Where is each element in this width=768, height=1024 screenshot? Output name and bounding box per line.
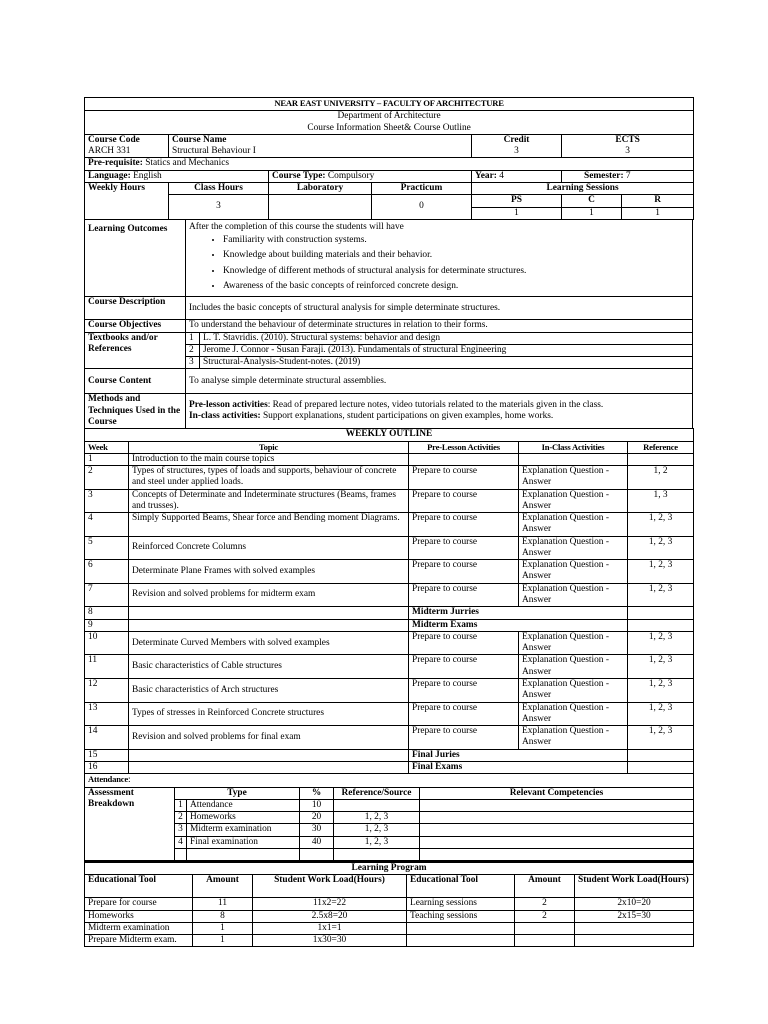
weekly-row	[85, 726, 694, 750]
language-label: Language:	[88, 170, 131, 181]
lp-workload: 11x2=22	[253, 898, 407, 910]
assessment-reference: 1, 2, 3	[334, 824, 420, 836]
class-hours-label: Class Hours	[169, 182, 269, 194]
lp-workload-2: 2x15=30	[575, 910, 694, 922]
week-topic: Determinate Plane Frames with solved examples	[129, 560, 409, 584]
week-number: 6	[85, 560, 129, 584]
weekly-row	[85, 619, 694, 631]
lp-header-tool-2: Educational Tool	[407, 875, 515, 898]
weekly-row	[85, 560, 694, 584]
assessment-competency	[420, 799, 694, 811]
lp-amount: 8	[193, 910, 253, 922]
assessment-empty-cell	[187, 848, 300, 860]
credit-value: 3	[472, 146, 562, 158]
weekly-row	[85, 607, 694, 619]
week-pre-lesson: Prepare to course	[409, 631, 519, 655]
lp-tool-2: Learning sessions	[407, 898, 515, 910]
week-reference: 1, 2, 3	[628, 536, 694, 560]
learning-program-row	[85, 922, 694, 934]
session-ps-value: 1	[472, 207, 562, 219]
lp-tool-2	[407, 935, 515, 947]
learning-program-rows	[85, 898, 694, 947]
sheet-subtitle: Course Information Sheet& Course Outline	[307, 122, 471, 133]
textbook-number: 2	[189, 345, 200, 356]
textbook-item	[186, 345, 692, 357]
weekly-row	[85, 679, 694, 703]
pre-lesson-text: : Read of prepared lecture notes, video tutorials related to the materials given in the class.	[267, 400, 604, 411]
assessment-type: Attendance	[187, 799, 300, 811]
assessment-empty-cell	[175, 848, 187, 860]
course-info-table	[84, 97, 694, 220]
week-number: 12	[85, 679, 129, 703]
week-pre-lesson: Prepare to course	[409, 536, 519, 560]
outcome-item: • Knowledge about building materials and their behavior.	[223, 250, 689, 261]
assessment-table	[84, 773, 694, 861]
weekly-header-inclass: In-Class Activities	[519, 442, 628, 453]
week-number: 4	[85, 513, 129, 537]
week-reference: 1, 2, 3	[628, 726, 694, 750]
weekly-outline-title: WEEKLY OUTLINE	[85, 429, 694, 442]
week-exam-label: Final Exams	[409, 761, 628, 773]
assessment-competency	[420, 836, 694, 848]
learning-sessions-label: Learning Sessions	[472, 182, 694, 194]
weekly-header-reference: Reference	[628, 442, 694, 453]
assessment-label: Assessment Breakdown	[85, 787, 175, 860]
assessment-percent: 20	[300, 812, 334, 824]
lp-workload: 2.5x8=20	[253, 910, 407, 922]
week-pre-lesson: Prepare to course	[409, 465, 519, 489]
textbook-item	[186, 357, 692, 368]
attendance-label: Attendance	[88, 774, 129, 785]
lp-amount: 1	[193, 922, 253, 934]
course-code-label: Course Code	[85, 134, 169, 146]
assessment-empty-cell	[420, 848, 694, 860]
week-topic: Basic characteristics of Cable structures	[129, 655, 409, 679]
assessment-header-percent: %	[300, 787, 334, 799]
description-label: Course Description	[85, 297, 186, 320]
language-value: English	[133, 170, 162, 181]
lp-header-workload: Student Work Load(Hours)	[253, 875, 407, 898]
textbook-text: Jerome J. Connor - Susan Faraji. (2013). Fundamentals of structural Engineering	[203, 344, 507, 355]
assessment-header-type: Type	[175, 787, 300, 799]
week-in-class: Explanation Question - Answer	[519, 726, 628, 750]
assessment-reference	[334, 799, 420, 811]
assessment-header-competencies: Relevant Competencies	[420, 787, 694, 799]
year-value: 4	[499, 170, 504, 181]
week-exam-label: Midterm Exams	[409, 619, 628, 631]
week-in-class	[519, 453, 628, 465]
practicum-value: 0	[372, 195, 472, 220]
session-c-label: C	[562, 195, 622, 207]
week-reference: 1, 2, 3	[628, 631, 694, 655]
week-topic: Basic characteristics of Arch structures	[129, 679, 409, 703]
week-number: 13	[85, 702, 129, 726]
learning-program-title: Learning Program	[85, 862, 694, 875]
lp-tool: Homeworks	[85, 910, 193, 922]
week-reference: 1, 2, 3	[628, 655, 694, 679]
objectives-text: To understand the behaviour of determinate structures in relation to their forms.	[186, 320, 693, 332]
semester-cell	[562, 170, 694, 182]
content-text: To analyse simple determinate structural assemblies.	[186, 369, 693, 394]
weekly-row	[85, 536, 694, 560]
outcome-item: • Familiarity with construction systems.	[223, 235, 689, 246]
lp-tool: Midterm examination	[85, 922, 193, 934]
textbooks-cell	[186, 332, 693, 369]
weekly-outline-table	[84, 428, 694, 774]
weekly-row	[85, 453, 694, 465]
outcomes-cell	[186, 219, 693, 296]
in-class-text: Support explanations, student participations on given examples, home works.	[260, 411, 554, 422]
header-university	[85, 98, 694, 111]
attendance-row: Attendance:	[85, 774, 694, 787]
week-reference: 1, 2, 3	[628, 513, 694, 537]
assessment-header-reference: Reference/Source	[334, 787, 420, 799]
assessment-type: Midterm examination	[187, 824, 300, 836]
course-name-value: Structural Behaviour I	[169, 146, 472, 158]
week-number: 11	[85, 655, 129, 679]
ects-label: ECTS	[562, 134, 694, 146]
prereq-value: Statics and Mechanics	[145, 158, 230, 169]
week-empty-ref	[628, 749, 694, 761]
weekly-hours-label: Weekly Hours	[85, 182, 169, 219]
lp-amount-2	[515, 935, 575, 947]
week-number: 1	[85, 453, 129, 465]
week-in-class: Explanation Question - Answer	[519, 489, 628, 513]
week-empty-topic	[129, 749, 409, 761]
weekly-row	[85, 465, 694, 489]
weekly-rows	[85, 453, 694, 774]
course-type-label: Course Type:	[272, 170, 326, 181]
week-empty-ref	[628, 619, 694, 631]
lp-workload-2	[575, 922, 694, 934]
week-pre-lesson	[409, 453, 519, 465]
content-label: Course Content	[85, 369, 186, 394]
week-number: 16	[85, 761, 129, 773]
week-exam-label: Midterm Jurries	[409, 607, 628, 619]
prerequisite-row	[85, 158, 694, 170]
class-hours-value: 3	[169, 195, 269, 220]
weekly-header-topic: Topic	[129, 442, 409, 453]
week-reference: 1, 2, 3	[628, 702, 694, 726]
session-r-label: R	[622, 195, 694, 207]
assessment-percent: 40	[300, 836, 334, 848]
week-number: 7	[85, 583, 129, 607]
weekly-header-week: Week	[85, 442, 129, 453]
session-ps-label: PS	[472, 195, 562, 207]
assessment-type: Final examination	[187, 836, 300, 848]
learning-program-row	[85, 935, 694, 947]
week-pre-lesson: Prepare to course	[409, 583, 519, 607]
methods-cell	[186, 394, 693, 429]
week-number: 15	[85, 749, 129, 761]
course-name-label: Course Name	[169, 134, 472, 146]
in-class-activities	[189, 411, 689, 422]
pre-lesson-label: Pre-lesson activities	[189, 400, 268, 411]
week-number: 8	[85, 607, 129, 619]
description-text: Includes the basic concepts of structural analysis for simple determinate structures.	[186, 297, 693, 320]
department-title: Department of Architecture	[337, 111, 441, 122]
outcomes-label: Learning Outcomes	[85, 219, 186, 296]
week-pre-lesson: Prepare to course	[409, 679, 519, 703]
lp-header-amount-2: Amount	[515, 875, 575, 898]
lp-tool: Prepare Midterm exam.	[85, 935, 193, 947]
assessment-number: 1	[175, 799, 187, 811]
week-number: 5	[85, 536, 129, 560]
outcomes-list	[189, 235, 689, 292]
week-pre-lesson: Prepare to course	[409, 655, 519, 679]
methods-label: Methods and Techniques Used in the Course	[85, 394, 186, 429]
week-empty-topic	[129, 607, 409, 619]
week-in-class: Explanation Question - Answer	[519, 631, 628, 655]
semester-value: 7	[625, 170, 631, 181]
weekly-row	[85, 749, 694, 761]
week-reference: 1, 2, 3	[628, 560, 694, 584]
assessment-reference: 1, 2, 3	[334, 836, 420, 848]
week-number: 3	[85, 489, 129, 513]
lp-workload-2: 2x10=20	[575, 898, 694, 910]
week-pre-lesson: Prepare to course	[409, 702, 519, 726]
lp-tool: Prepare for course	[85, 898, 193, 910]
week-in-class: Explanation Question - Answer	[519, 702, 628, 726]
lp-amount: 1	[193, 935, 253, 947]
session-c-value: 1	[562, 207, 622, 219]
lp-header-workload-2: Student Work Load(Hours)	[575, 875, 694, 898]
textbooks-label: Textbooks and/or References	[85, 332, 186, 369]
header-department-cell	[85, 111, 694, 135]
assessment-type: Homeworks	[187, 812, 300, 824]
pre-lesson-activities	[189, 400, 689, 411]
lp-workload-2	[575, 935, 694, 947]
week-topic: Types of stresses in Reinforced Concrete structures	[129, 702, 409, 726]
week-pre-lesson: Prepare to course	[409, 489, 519, 513]
week-empty-topic	[129, 761, 409, 773]
weekly-row	[85, 761, 694, 773]
week-topic: Determinate Curved Members with solved examples	[129, 631, 409, 655]
course-sheet	[84, 97, 693, 947]
week-reference: 1, 2, 3	[628, 679, 694, 703]
week-in-class: Explanation Question - Answer	[519, 465, 628, 489]
year-cell	[472, 170, 562, 182]
session-r-value: 1	[622, 207, 694, 219]
week-in-class: Explanation Question - Answer	[519, 583, 628, 607]
week-empty-topic	[129, 619, 409, 631]
university-title: NEAR EAST UNIVERSITY – FACULTY OF ARCHITECTURE	[274, 98, 504, 108]
week-empty-ref	[628, 761, 694, 773]
assessment-number: 4	[175, 836, 187, 848]
week-topic: Revision and solved problems for midterm exam	[129, 583, 409, 607]
learning-program-table	[84, 861, 694, 947]
lp-tool-2: Teaching sessions	[407, 910, 515, 922]
outcome-item: • Knowledge of different methods of structural analysis for determinate structures.	[223, 266, 689, 277]
week-topic: Types of structures, types of loads and supports, behaviour of concrete and steel under applied loads.	[129, 465, 409, 489]
assessment-empty-cell	[334, 848, 420, 860]
weekly-row	[85, 702, 694, 726]
learning-program-row	[85, 910, 694, 922]
laboratory-label: Laboratory	[269, 182, 372, 194]
assessment-reference: 1, 2, 3	[334, 812, 420, 824]
textbook-number: 3	[189, 357, 200, 368]
week-topic: Reinforced Concrete Columns	[129, 536, 409, 560]
assessment-number: 2	[175, 812, 187, 824]
lp-amount: 11	[193, 898, 253, 910]
week-pre-lesson: Prepare to course	[409, 726, 519, 750]
week-in-class: Explanation Question - Answer	[519, 513, 628, 537]
course-type-value: Compulsory	[327, 170, 375, 181]
lp-amount-2: 2	[515, 910, 575, 922]
course-type-cell	[269, 170, 472, 182]
assessment-percent: 10	[300, 799, 334, 811]
course-details-table	[84, 219, 693, 430]
week-pre-lesson: Prepare to course	[409, 560, 519, 584]
week-in-class: Explanation Question - Answer	[519, 560, 628, 584]
week-number: 2	[85, 465, 129, 489]
ects-value: 3	[562, 146, 694, 158]
lp-workload: 1x30=30	[253, 935, 407, 947]
credit-label: Credit	[472, 134, 562, 146]
in-class-label: In-class activities:	[189, 411, 261, 422]
assessment-competency	[420, 824, 694, 836]
outcome-item: • Awareness of the basic concepts of reinforced concrete design.	[223, 281, 689, 292]
week-pre-lesson: Prepare to course	[409, 513, 519, 537]
week-topic: Revision and solved problems for final exam	[129, 726, 409, 750]
week-reference: 1, 2	[628, 465, 694, 489]
outcomes-intro: After the completion of this course the students will have	[189, 221, 404, 232]
week-number: 14	[85, 726, 129, 750]
learning-program-row	[85, 898, 694, 910]
course-code-value: ARCH 331	[85, 146, 169, 158]
lp-workload: 1x1=1	[253, 922, 407, 934]
assessment-percent: 30	[300, 824, 334, 836]
lp-tool-2	[407, 922, 515, 934]
week-in-class: Explanation Question - Answer	[519, 655, 628, 679]
week-in-class: Explanation Question - Answer	[519, 536, 628, 560]
week-topic: Introduction to the main course topics	[129, 453, 409, 465]
laboratory-value	[269, 195, 372, 220]
assessment-empty-cell	[300, 848, 334, 860]
year-label: Year:	[475, 170, 497, 181]
objectives-label: Course Objectives	[85, 320, 186, 332]
assessment-number: 3	[175, 824, 187, 836]
assessment-competency	[420, 812, 694, 824]
weekly-row	[85, 489, 694, 513]
language-cell	[85, 170, 269, 182]
week-in-class: Explanation Question - Answer	[519, 679, 628, 703]
week-empty-ref	[628, 607, 694, 619]
week-reference	[628, 453, 694, 465]
weekly-header-pre: Pre-Lesson Activities	[409, 442, 519, 453]
prereq-label: Pre-requisite:	[88, 158, 143, 169]
week-topic: Simply Supported Beams, Shear force and Bending moment Diagrams.	[129, 513, 409, 537]
lp-header-amount: Amount	[193, 875, 253, 898]
weekly-row	[85, 655, 694, 679]
lp-amount-2: 2	[515, 898, 575, 910]
semester-label: Semester:	[584, 170, 624, 181]
practicum-label: Practicum	[372, 182, 472, 194]
textbook-text: L. T. Stavridis. (2010). Structural systems: behavior and design	[203, 332, 441, 343]
textbook-number: 1	[189, 333, 200, 344]
week-number: 9	[85, 619, 129, 631]
weekly-row	[85, 583, 694, 607]
week-exam-label: Final Juries	[409, 749, 628, 761]
week-number: 10	[85, 631, 129, 655]
week-reference: 1, 2, 3	[628, 583, 694, 607]
week-reference: 1, 3	[628, 489, 694, 513]
lp-header-tool: Educational Tool	[85, 875, 193, 898]
textbook-text: Structural-Analysis-Student-notes. (2019)	[203, 357, 361, 368]
weekly-row	[85, 513, 694, 537]
week-topic: Concepts of Determinate and Indeterminate structures (Beams, frames and trusses).	[129, 489, 409, 513]
weekly-row	[85, 631, 694, 655]
lp-amount-2	[515, 922, 575, 934]
textbook-item	[186, 333, 692, 345]
